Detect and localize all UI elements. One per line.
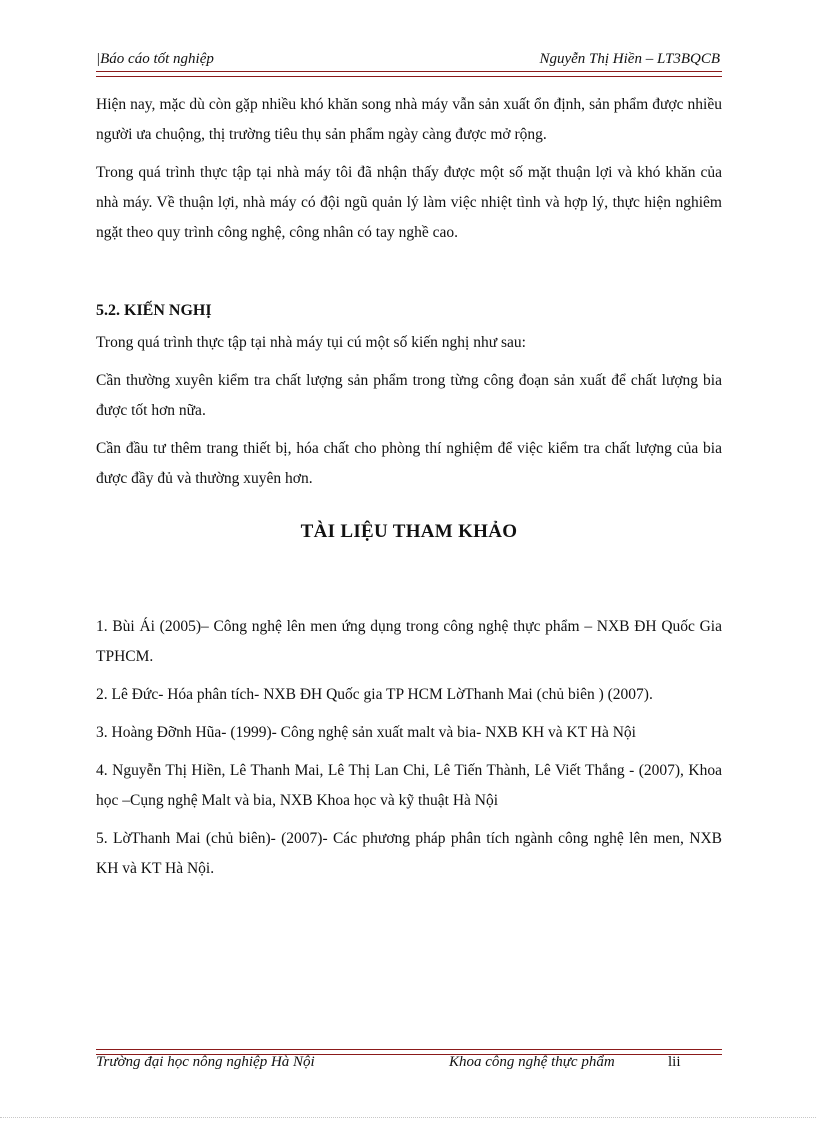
header-divider [96, 71, 722, 77]
recommendation-item-2: Cần đầu tư thêm trang thiết bị, hóa chất cho phòng thí nghiệm để việc kiểm tra chất lượng của bia được đầy đủ và thường xuyên hơn. [96, 440, 722, 487]
recommendation-item-1: Cần thường xuyên kiểm tra chất lượng sản phẩm trong từng công đoạn sản xuất để chất lượng bia được tốt hơn nữa. [96, 372, 722, 419]
page-number: lii [668, 1054, 681, 1070]
recommendations-intro: Trong quá trình thực tập tại nhà máy tụi cú một số kiến nghị như sau: [96, 334, 526, 351]
reference-item: 3. Hoàng Đỡnh Hũa- (1999)- Công nghệ sản xuất malt và bia- NXB KH và KT Hà Nội [96, 724, 636, 741]
reference-item: 1. Bùi Ái (2005)– Công nghệ lên men ứng dụng trong công nghệ thực phẩm – NXB ĐH Quốc Gia TPHCM. [96, 618, 722, 665]
conclusion-section [96, 90, 722, 248]
footer-faculty: Khoa công nghệ thực phẩm [449, 1054, 615, 1070]
reference-item: 4. Nguyễn Thị Hiền, Lê Thanh Mai, Lê Thị Lan Chi, Lê Tiến Thành, Lê Viết Thắng - (2007), Khoa học –Cụng nghệ Malt và bia, NXB Khoa học và kỹ thuật Hà Nội [96, 762, 722, 809]
conclusion-paragraph-1: Hiện nay, mặc dù còn gặp nhiều khó khăn song nhà máy vẫn sản xuất ổn định, sản phẩm được nhiều người ưa chuộng, thị trường tiêu thụ sản phẩm ngày càng được mở rộng. [96, 96, 722, 143]
header-report-title: |Báo cáo tốt nghiệp [96, 51, 214, 67]
conclusion-paragraph-2: Trong quá trình thực tập tại nhà máy tôi đã nhận thấy được một số mặt thuận lợi và khó khăn của nhà máy. Về thuận lợi, nhà máy có đội ngũ quản lý làm việc nhiệt tình và hợp lý, thực hiện nghiêm ngặt theo quy trình công nghệ, công nhân có tay nghề cao. [96, 164, 722, 241]
footer-university: Trường đại học nông nghiệp Hà Nội [96, 1054, 315, 1070]
reference-item: 2. Lê Đức- Hóa phân tích- NXB ĐH Quốc gia TP HCM LờThanh Mai (chủ biên ) (2007). [96, 686, 653, 703]
page-bottom-border [0, 1117, 816, 1118]
header-author: Nguyễn Thị Hiền – LT3BQCB [539, 51, 720, 67]
references-list [96, 612, 722, 884]
page-header [96, 51, 720, 71]
recommendations-section [96, 328, 722, 494]
reference-item: 5. LờThanh Mai (chủ biên)- (2007)- Các phương pháp phân tích ngành công nghệ lên men, NXB KH và KT Hà Nội. [96, 830, 722, 877]
references-title: TÀI LIỆU THAM KHẢO [300, 521, 518, 542]
section-heading-recommendations: 5.2. KIẾN NGHỊ [96, 302, 212, 319]
